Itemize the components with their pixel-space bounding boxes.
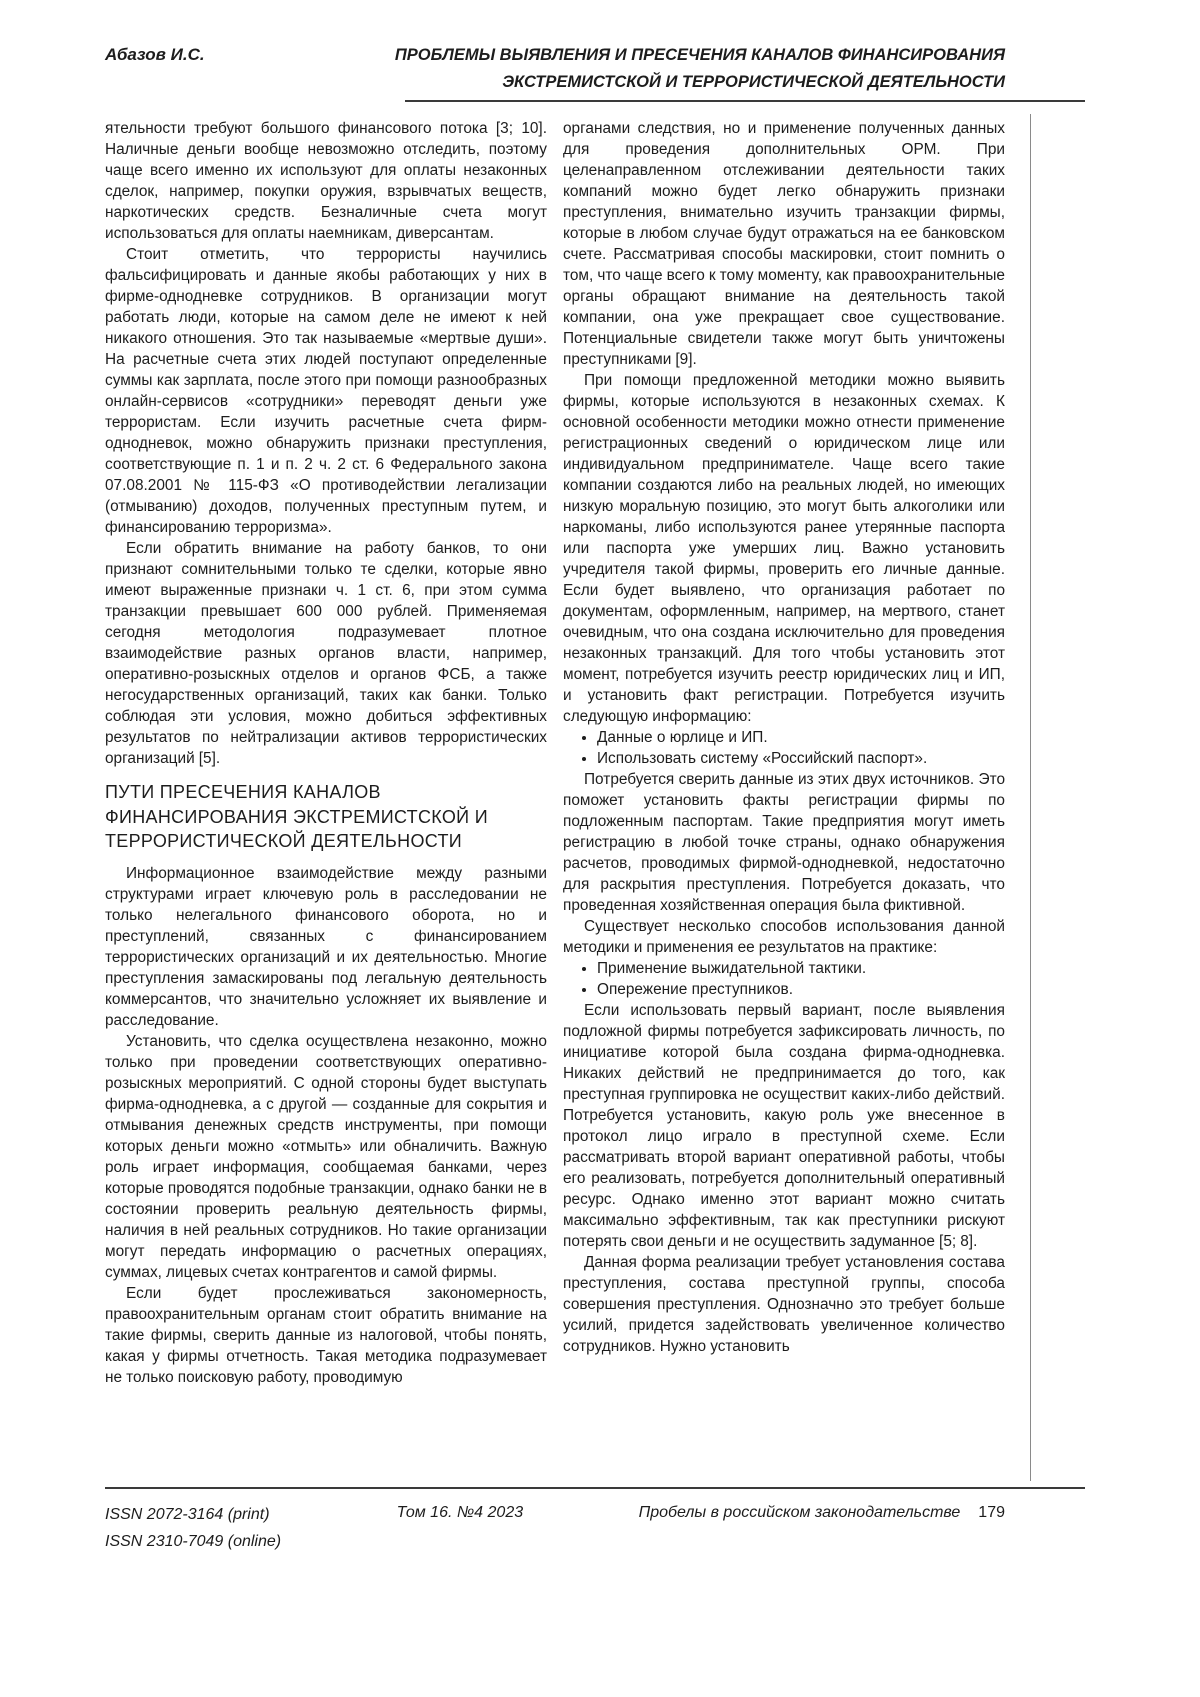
paragraph: Стоит отметить, что террористы научились фальсифицировать и данные якобы работающих у них в фирме-однодневке сотрудников. В организации могут работать люди, которые на самом деле не имеют к ней никакого отношения. Это так называемые «мертвые души». На расчетные счета этих людей поступают определенные суммы как зарплата, после этого при помощи разнообразных онлайн-сервисов «сотрудники» переводят деньги уже террористам. Если изучить расчетные счета фирм-однодневок, можно обнаружить признаки преступления, соответствующие п. 1 и п. 2 ч. 2 ст. 6 Федерального закона 07.08.2001 № 115-ФЗ «О противодействии легализации (отмыванию) доходов, полученных преступным путем, и финансированию терроризма». <box>105 246 547 536</box>
paragraph: органами следствия, но и применение полученных данных для проведения дополнительных ОРМ. При целенаправленном отслеживании деятельности таких компаний можно будет легко обнаружить признаки преступления, внимательно изучить транзакции фирмы, которые в любом случае будут отражаться на ее банковском счете. Рассматривая способы маскировки, стоит помнить о том, что чаще всего к тому моменту, как правоохранительные органы обращают внимание на деятельность такой компании, она уже прекращает свое существование. Потенциальные свидетели также могут быть уничтожены преступниками [9]. <box>563 120 1005 368</box>
article-title <box>395 42 1005 96</box>
paragraph: ятельности требуют большого финансового потока [3; 10]. Наличные деньги вообще невозможно отследить, поэтому чаще всего именно их используют для оплаты незаконных сделок, например, покупки оружия, взрывчатых веществ, наркотических средств. Безналичные счета могут использоваться для оплаты наемникам, диверсантам. <box>105 120 547 242</box>
column-left <box>105 118 547 1480</box>
article-title-line1: ПРОБЛЕМЫ ВЫЯВЛЕНИЯ И ПРЕСЕЧЕНИЯ КАНАЛОВ ФИНАНСИРОВАНИЯ <box>394 46 1005 64</box>
paragraph: При помощи предложенной методики можно выявить фирмы, которые используются в незаконных схемах. К основной особенности методики можно отнести применение регистрационных сведений о юридическом лице или индивидуальном предпринимателе. Чаще всего такие компании создаются либо на реальных людей, но имеющих низкую моральную позицию, это могут быть алкоголики или наркоманы, либо используются ранее утерянные паспорта или паспорта уже умерших лиц. Важно установить учредителя такой фирмы, проверить его личные данные. Если будет выявлено, что организация работает по документам, оформленным, например, на мертвого, станет очевидным, что она создана исключительно для проведения незаконных транзакций. Для того чтобы установить этот момент, потребуется изучить реестр юридических лиц и ИП, и установить факт регистрации. Потребуется изучить следующую информацию: <box>563 372 1005 725</box>
footer-rule <box>105 1487 1085 1489</box>
bullet-list <box>563 727 1005 769</box>
page-number: 179 <box>978 1504 1005 1521</box>
bullet-list <box>563 958 1005 1000</box>
paragraph: Если использовать первый вариант, после выявления подложной фирмы потребуется зафиксировать личность, по инициативе которой была создана фирма-однодневка. Никаких действий не предпринимается до того, как преступная группировка не осуществит каких-либо действий. Потребуется установить, какую роль уже внесенное в протокол лицо играло в преступной схеме. Если рассматривать второй вариант оперативной работы, чтобы его реализовать, потребуется дополнительный оперативный ресурс. Однако именно этот вариант можно считать максимально эффективным, так как преступники рискуют потерять свои деньги и не осуществить задуманное [5; 8]. <box>563 1002 1005 1250</box>
article-title-line2: ЭКСТРЕМИСТСКОЙ И ТЕРРОРИСТИЧЕСКОЙ ДЕЯТЕЛЬНОСТИ <box>502 73 1005 91</box>
header-rule <box>405 100 1085 102</box>
journal-name: Пробелы в российском законодательстве <box>638 1504 961 1521</box>
bullet-item: • Применение выжидательной тактики. <box>597 958 1005 979</box>
paragraph: Установить, что сделка осуществлена незаконно, можно только при проведении соответствующих оперативно-розыскных мероприятий. С одной стороны будет выступать фирма-однодневка, а с другой — созданные для сокрытия и отмывания денежных средств инструменты, при помощи которых деньги можно «отмыть» или обналичить. Важную роль играет информация, сообщаемая банками, через которые проводятся подобные транзакции, однако банки не в состоянии проверить реальную деятельность фирмы, наличия в ней реальных сотрудников. Но такие организации могут передать информацию о расчетных операциях, суммах, лицевых счетах контрагентов и самой фирмы. <box>105 1032 547 1281</box>
bullet-item: • Данные о юрлице и ИП. <box>597 727 1005 748</box>
issn-online: ISSN 2310-7049 (online) <box>105 1533 282 1550</box>
article-body <box>105 118 1005 1480</box>
page-header <box>105 42 1005 96</box>
paragraph: Если будет прослеживаться закономерность, правоохранительным органам стоит обратить внимание на такие фирмы, сверить данные из налоговой, чтобы понять, какая у фирмы отчетность. Такая методика подразумевает не только поисковую работу, проводимую <box>105 1284 547 1386</box>
bullet-item: • Опережение преступников. <box>597 979 1005 1000</box>
bullet-item: • Использовать систему «Российский паспорт». <box>597 748 1005 769</box>
journal-block <box>639 1501 1005 1522</box>
vertical-rule <box>1030 114 1031 1481</box>
author-name: Абазов И.С. <box>105 45 205 64</box>
section-heading: ПУТИ ПРЕСЕЧЕНИЯ КАНАЛОВ ФИНАНСИРОВАНИЯ ЭКСТРЕМИСТСКОЙ И ТЕРРОРИСТИЧЕСКОЙ ДЕЯТЕЛЬНОСТИ <box>105 782 488 851</box>
paragraph: Существует несколько способов использования данной методики и применения ее результатов на практике: <box>563 918 1005 956</box>
paragraph: Если обратить внимание на работу банков, то они признают сомнительными только те сделки, которые явно имеют выраженные признаки ч. 1 ст. 6, при этом сумма транзакции превышает 600 000 рублей. Применяемая сегодня методология подразумевает плотное взаимодействие разных органов власти, например, оперативно-розыскных отделов и органов ФСБ, а также негосударственных организаций, таких как банки. Только соблюдая эти условия, можно добиться эффективных результатов по нейтрализации активов террористических организаций [5]. <box>105 540 547 767</box>
paragraph: Данная форма реализации требует установления состава преступления, состава преступной группы, способа совершения преступления. Однозначно это требует больше усилий, придется задействовать увеличенное количество сотрудников. Нужно установить <box>563 1254 1005 1355</box>
issn-print: ISSN 2072-3164 (print) <box>105 1506 270 1523</box>
paragraph: Потребуется сверить данные из этих двух источников. Это поможет установить факты регистрации фирмы по подложенным паспортам. Такие предприятия могут иметь регистрацию в любой точке страны, однако обнаружения расчетов, проводимых фирмой-однодневкой, недостаточно для раскрытия преступления. Потребуется доказать, что проведенная хозяйственная операция была фиктивной. <box>563 771 1005 914</box>
page-footer <box>105 1501 1005 1555</box>
volume-issue: Том 16. №4 2023 <box>396 1504 524 1521</box>
column-right <box>563 118 1005 1480</box>
issn-block <box>105 1501 281 1555</box>
paragraph: Информационное взаимодействие между разными структурами играет ключевую роль в расследовании не только нелегального финансового оборота, но и преступлений, связанных с финансированием террористических организаций и их деятельностью. Многие преступления замаскированы под легальную деятельность коммерсантов, что значительно усложняет их выявление и расследование. <box>105 864 547 1029</box>
